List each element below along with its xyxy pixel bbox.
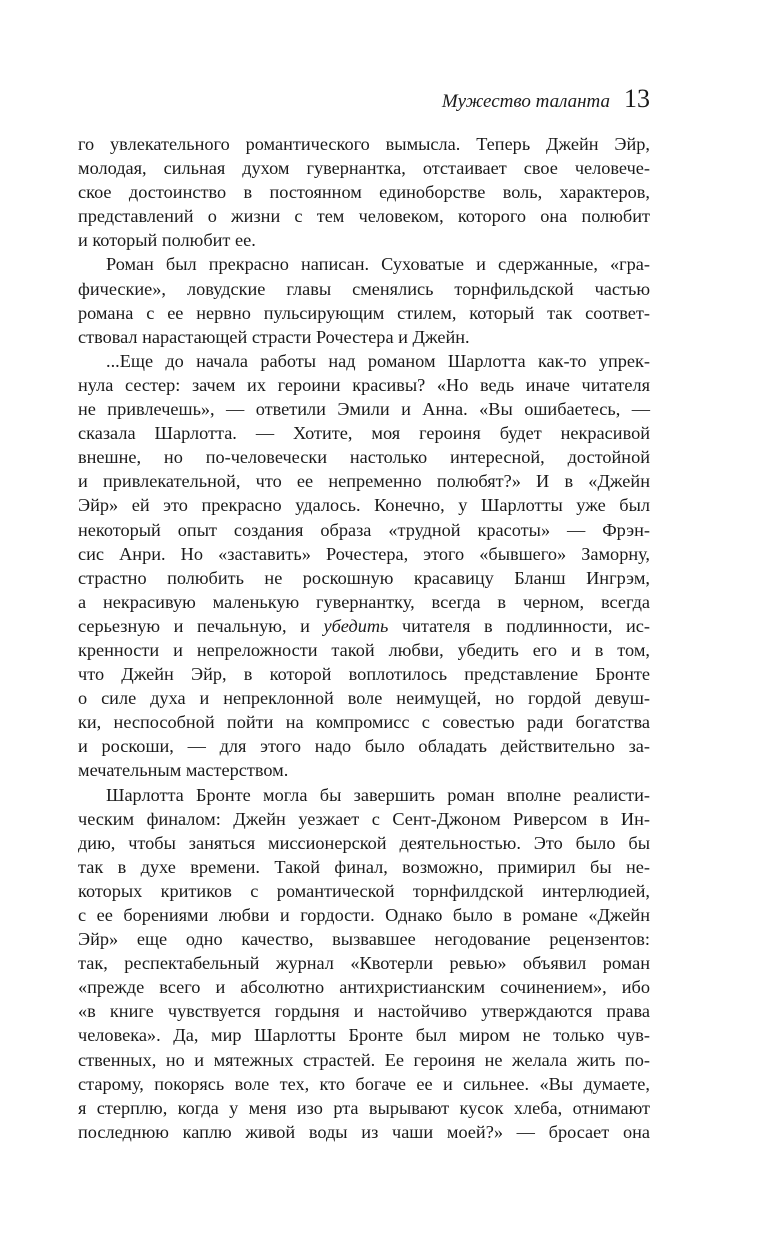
text-line: Роман был прекрасно написан. Суховатые и сдержанные, «гра- bbox=[106, 254, 650, 275]
text-line: и привлекательной, что ее непременно полюбят?» И в «Джейн bbox=[78, 471, 650, 492]
text-line: дию, чтобы заняться миссионерской деятельностью. Это было бы bbox=[78, 832, 650, 853]
text-segment: серьезную и печальную, и bbox=[78, 615, 324, 636]
text-line: ственных, но и мятежных страстей. Ее героиня не желала жить по- bbox=[78, 1049, 650, 1070]
text-line: го увлекательного романтического вымысла. Теперь Джейн Эйр, bbox=[78, 134, 650, 154]
text-line: ки, неспособной пойти на компромисс с совестью ради богатства bbox=[78, 712, 650, 733]
text-line: и роскоши, — для этого надо было обладать действительно за- bbox=[78, 736, 650, 757]
text-line: последнюю каплю живой воды из чаши моей?» — бросает она bbox=[78, 1121, 650, 1142]
text-line: с ее борениями любви и гордости. Однако было в романе «Джейн bbox=[78, 905, 650, 925]
text-line: Эйр» ей это прекрасно удалось. Конечно, у Шарлотты уже был bbox=[78, 495, 650, 516]
body-text bbox=[78, 132, 650, 1144]
text-line: ческим финалом: Джейн уезжает с Сент-Джоном Риверсом в Ин- bbox=[78, 808, 650, 829]
text-line: Шарлотта Бронте могла бы завершить роман вполне реалисти- bbox=[106, 784, 650, 805]
text-segment: читателя в подлинности, ис- bbox=[388, 615, 650, 636]
text-line: «в книге чувствуется гордыня и настойчиво утверждаются права bbox=[78, 1001, 650, 1022]
text-line: молодая, сильная духом гувернантка, отстаивает свое человече- bbox=[78, 158, 650, 179]
text-line: «прежде всего и абсолютно антихристианским сочинением», ибо bbox=[78, 977, 650, 998]
text-line: представлений о жизни с тем человеком, которого она полюбит bbox=[78, 206, 650, 227]
text-line: так в духе времени. Такой финал, возможно, примирил бы не- bbox=[78, 856, 650, 877]
text-line: ское достоинство в постоянном единоборстве воль, характеров, bbox=[78, 182, 650, 203]
text-line: а некрасивую маленькую гувернантку, всегда в черном, всегда bbox=[78, 591, 650, 612]
text-line: мечательным мастерством. bbox=[78, 760, 289, 781]
text-line: я стерплю, когда у меня изо рта вырывают кусок хлеба, отнимают bbox=[78, 1097, 650, 1118]
text-line: романа с ее нервно пульсирующим стилем, который так соответ- bbox=[78, 302, 650, 323]
running-title: Мужество таланта bbox=[441, 91, 610, 112]
text-line: некоторый опыт создания образа «трудной красоты» — Фрэн- bbox=[78, 519, 650, 540]
page-header bbox=[442, 84, 650, 118]
text-line: что Джейн Эйр, в которой воплотилось представление Бронте bbox=[78, 664, 650, 685]
text-line: фические», ловудские главы сменялись торнфильдской частью bbox=[78, 278, 650, 299]
page-number: 13 bbox=[624, 84, 650, 113]
text-line: так, респектабельный журнал «Квотерли ревью» объявил роман bbox=[78, 953, 650, 974]
emphasized-word: убедить bbox=[323, 615, 389, 636]
text-line: человека». Да, мир Шарлотты Бронте был миром не только чув- bbox=[78, 1025, 650, 1046]
text-line bbox=[78, 614, 650, 638]
text-line: о силе духа и непреклонной воле неимущей, но гордой девуш- bbox=[78, 688, 650, 709]
text-line: ствовал нарастающей страсти Рочестера и Джейн. bbox=[78, 326, 470, 347]
text-line: которых критиков с романтической торнфилдской интерлюдией, bbox=[78, 880, 650, 901]
text-line: сис Анри. Но «заставить» Рочестера, этого «бывшего» Заморну, bbox=[78, 543, 650, 564]
text-line: и который полюбит ее. bbox=[78, 230, 256, 251]
text-line: сказала Шарлотта. — Хотите, моя героиня будет некрасивой bbox=[78, 423, 650, 444]
text-line: нула сестер: зачем их героини красивы? «Но ведь иначе читателя bbox=[78, 374, 650, 395]
text-line: не привлечешь», — ответили Эмили и Анна. «Вы ошибаетесь, — bbox=[78, 399, 650, 420]
text-line: страстно полюбить не роскошную красавицу Бланш Ингрэм, bbox=[78, 567, 650, 588]
text-line: старому, покорясь воле тех, кто богаче ее и сильнее. «Вы думаете, bbox=[78, 1073, 650, 1094]
text-line: внешне, но по-человечески настолько интересной, достойной bbox=[78, 447, 650, 468]
text-line: кренности и непреложности такой любви, убедить его и в том, bbox=[78, 639, 650, 660]
text-line: ...Еще до начала работы над романом Шарлотта как-то упрек- bbox=[106, 350, 650, 371]
text-line: Эйр» еще одно качество, вызвавшее негодование рецензентов: bbox=[78, 929, 650, 950]
